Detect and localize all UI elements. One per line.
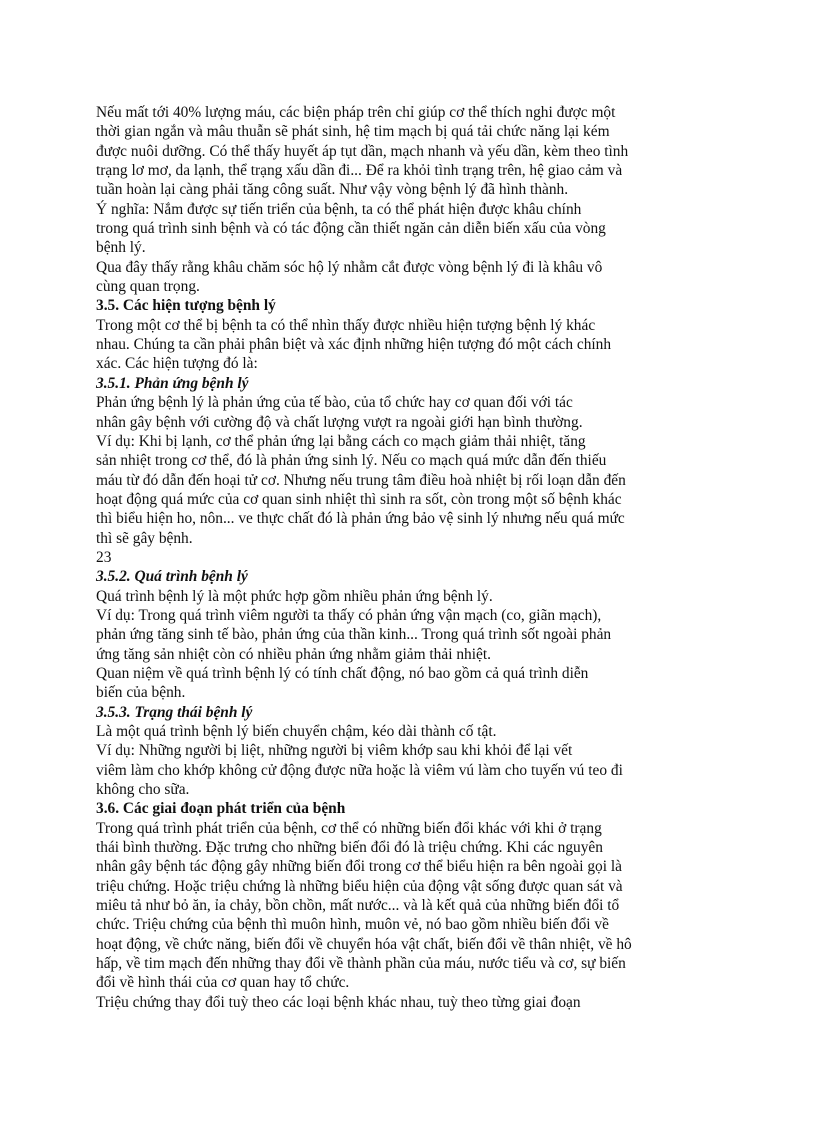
text-line: triệu chứng. Hoặc triệu chứng là những biểu hiện của động vật sống được quan sát và	[96, 877, 623, 895]
subsection-heading: 3.5.1. Phản ứng bệnh lý	[96, 374, 249, 392]
text-line: thời gian ngắn và mâu thuẫn sẽ phát sinh, hệ tim mạch bị quá tải chức năng lại kém	[96, 123, 610, 141]
document-page	[96, 103, 736, 1012]
page-number: 23	[96, 548, 112, 566]
text-line: thái bình thường. Đặc trưng cho những biến đổi đó là triệu chứng. Khi các nguyên	[96, 839, 603, 857]
text-line: thì biểu hiện ho, nôn... ve thực chất đó là phản ứng bảo vệ sinh lý nhưng nếu quá mức	[96, 510, 625, 528]
section-heading: 3.5. Các hiện tượng bệnh lý	[96, 297, 276, 315]
text-line: hoạt động, về chức năng, biến đổi về chuyển hóa vật chất, biến đổi về thân nhiệt, về hô	[96, 935, 632, 953]
text-line: được nuôi dưỡng. Có thể thấy huyết áp tụt dần, mạch nhanh và yếu dần, kèm theo tình	[96, 142, 629, 160]
text-line: cùng quan trọng.	[96, 278, 200, 296]
text-line: Triệu chứng thay đổi tuỳ theo các loại bệnh khác nhau, tuỳ theo từng giai đoạn	[96, 993, 581, 1011]
text-line: Trong quá trình phát triển của bệnh, cơ thể có những biến đổi khác với khi ở trạng	[96, 819, 602, 837]
text-line: hoạt động quá mức của cơ quan sinh nhiệt thì sinh ra sốt, còn trong một số bệnh khác	[96, 490, 622, 508]
text-line: sản nhiệt trong cơ thể, đó là phản ứng sinh lý. Nếu co mạch quá mức dẫn đến thiếu	[96, 452, 607, 470]
text-line: Qua đây thấy rằng khâu chăm sóc hộ lý nhằm cắt được vòng bệnh lý đi là khâu vô	[96, 258, 603, 276]
text-line: Trong một cơ thể bị bệnh ta có thể nhìn thấy được nhiều hiện tượng bệnh lý khác	[96, 316, 596, 334]
text-line: máu từ đó dẫn đến hoại tử cơ. Nhưng nếu trung tâm điều hoà nhiệt bị rối loạn dẫn đến	[96, 471, 626, 489]
text-line: không cho sữa.	[96, 781, 190, 799]
text-line: Quá trình bệnh lý là một phức hợp gồm nhiều phản ứng bệnh lý.	[96, 587, 493, 605]
text-line: miêu tả như bỏ ăn, ỉa chảy, bồn chồn, mất nước... và là kết quả của những biến đổi tổ	[96, 897, 620, 915]
text-line: nhau. Chúng ta cần phải phân biệt và xác định những hiện tượng đó một cách chính	[96, 336, 612, 354]
text-line: phản ứng tăng sinh tế bào, phản ứng của thần kinh... Trong quá trình sốt ngoài phản	[96, 626, 612, 644]
text-line: bệnh lý.	[96, 239, 146, 257]
text-line: trạng lơ mơ, da lạnh, thể trạng xấu dần đi... Để ra khỏi tình trạng trên, hệ giao cảm và	[96, 162, 623, 180]
text-line: đổi về hình thái của cơ quan hay tổ chức.	[96, 974, 350, 992]
section-heading: 3.6. Các giai đoạn phát triển của bệnh	[96, 800, 346, 818]
text-line: Phản ứng bệnh lý là phản ứng của tế bào, của tổ chức hay cơ quan đối với tác	[96, 394, 573, 412]
text-line: Là một quá trình bệnh lý biến chuyển chậm, kéo dài thành cố tật.	[96, 723, 497, 740]
text-line: tuần hoàn lại càng phải tăng công suất. Như vậy vòng bệnh lý đã hình thành.	[96, 181, 569, 199]
text-line: Ý nghĩa: Nắm được sự tiến triển của bệnh, ta có thể phát hiện được khâu chính	[96, 200, 582, 218]
text-line: chức. Triệu chứng của bệnh thì muôn hình, muôn vẻ, nó bao gồm nhiều biến đổi về	[96, 916, 609, 934]
text-line: biến của bệnh.	[96, 684, 186, 702]
text-line: nhân gây bệnh với cường độ và chất lượng vượt ra ngoài giới hạn bình thường.	[96, 413, 583, 431]
text-line: viêm làm cho khớp không cử động được nữa hoặc là viêm vú làm cho tuyến vú teo đi	[96, 761, 623, 779]
text-line: Ví dụ: Những người bị liệt, những người bị viêm khớp sau khi khỏi để lại vết	[96, 742, 573, 760]
text-line: Ví dụ: Khi bị lạnh, cơ thể phản ứng lại bằng cách co mạch giảm thải nhiệt, tăng	[96, 432, 586, 450]
text-line: trong quá trình sinh bệnh và có tác động cần thiết ngăn cản diễn biến xấu của vòng	[96, 220, 606, 238]
text-line: hấp, về tim mạch đến những thay đổi về thành phần của máu, nước tiểu và cơ, sự biến	[96, 955, 626, 973]
text-line: xác. Các hiện tượng đó là:	[96, 355, 258, 373]
text-line: nhân gây bệnh tác động gây những biến đổi trong cơ thể biểu hiện ra bên ngoài gọi là	[96, 858, 622, 876]
text-line: Ví dụ: Trong quá trình viêm người ta thấy có phản ứng vận mạch (co, giãn mạch),	[96, 606, 602, 624]
subsection-heading: 3.5.3. Trạng thái bệnh lý	[96, 703, 253, 721]
text-line: thì sẽ gây bệnh.	[96, 529, 193, 547]
text-line: ứng tăng sản nhiệt còn có nhiều phản ứng nhằm giảm thải nhiệt.	[96, 645, 491, 663]
text-line: Nếu mất tới 40% lượng máu, các biện pháp trên chỉ giúp cơ thể thích nghi được một	[96, 104, 616, 121]
subsection-heading: 3.5.2. Quá trình bệnh lý	[96, 568, 248, 586]
text-line: Quan niệm về quá trình bệnh lý có tính chất động, nó bao gồm cả quá trình diễn	[96, 664, 589, 682]
